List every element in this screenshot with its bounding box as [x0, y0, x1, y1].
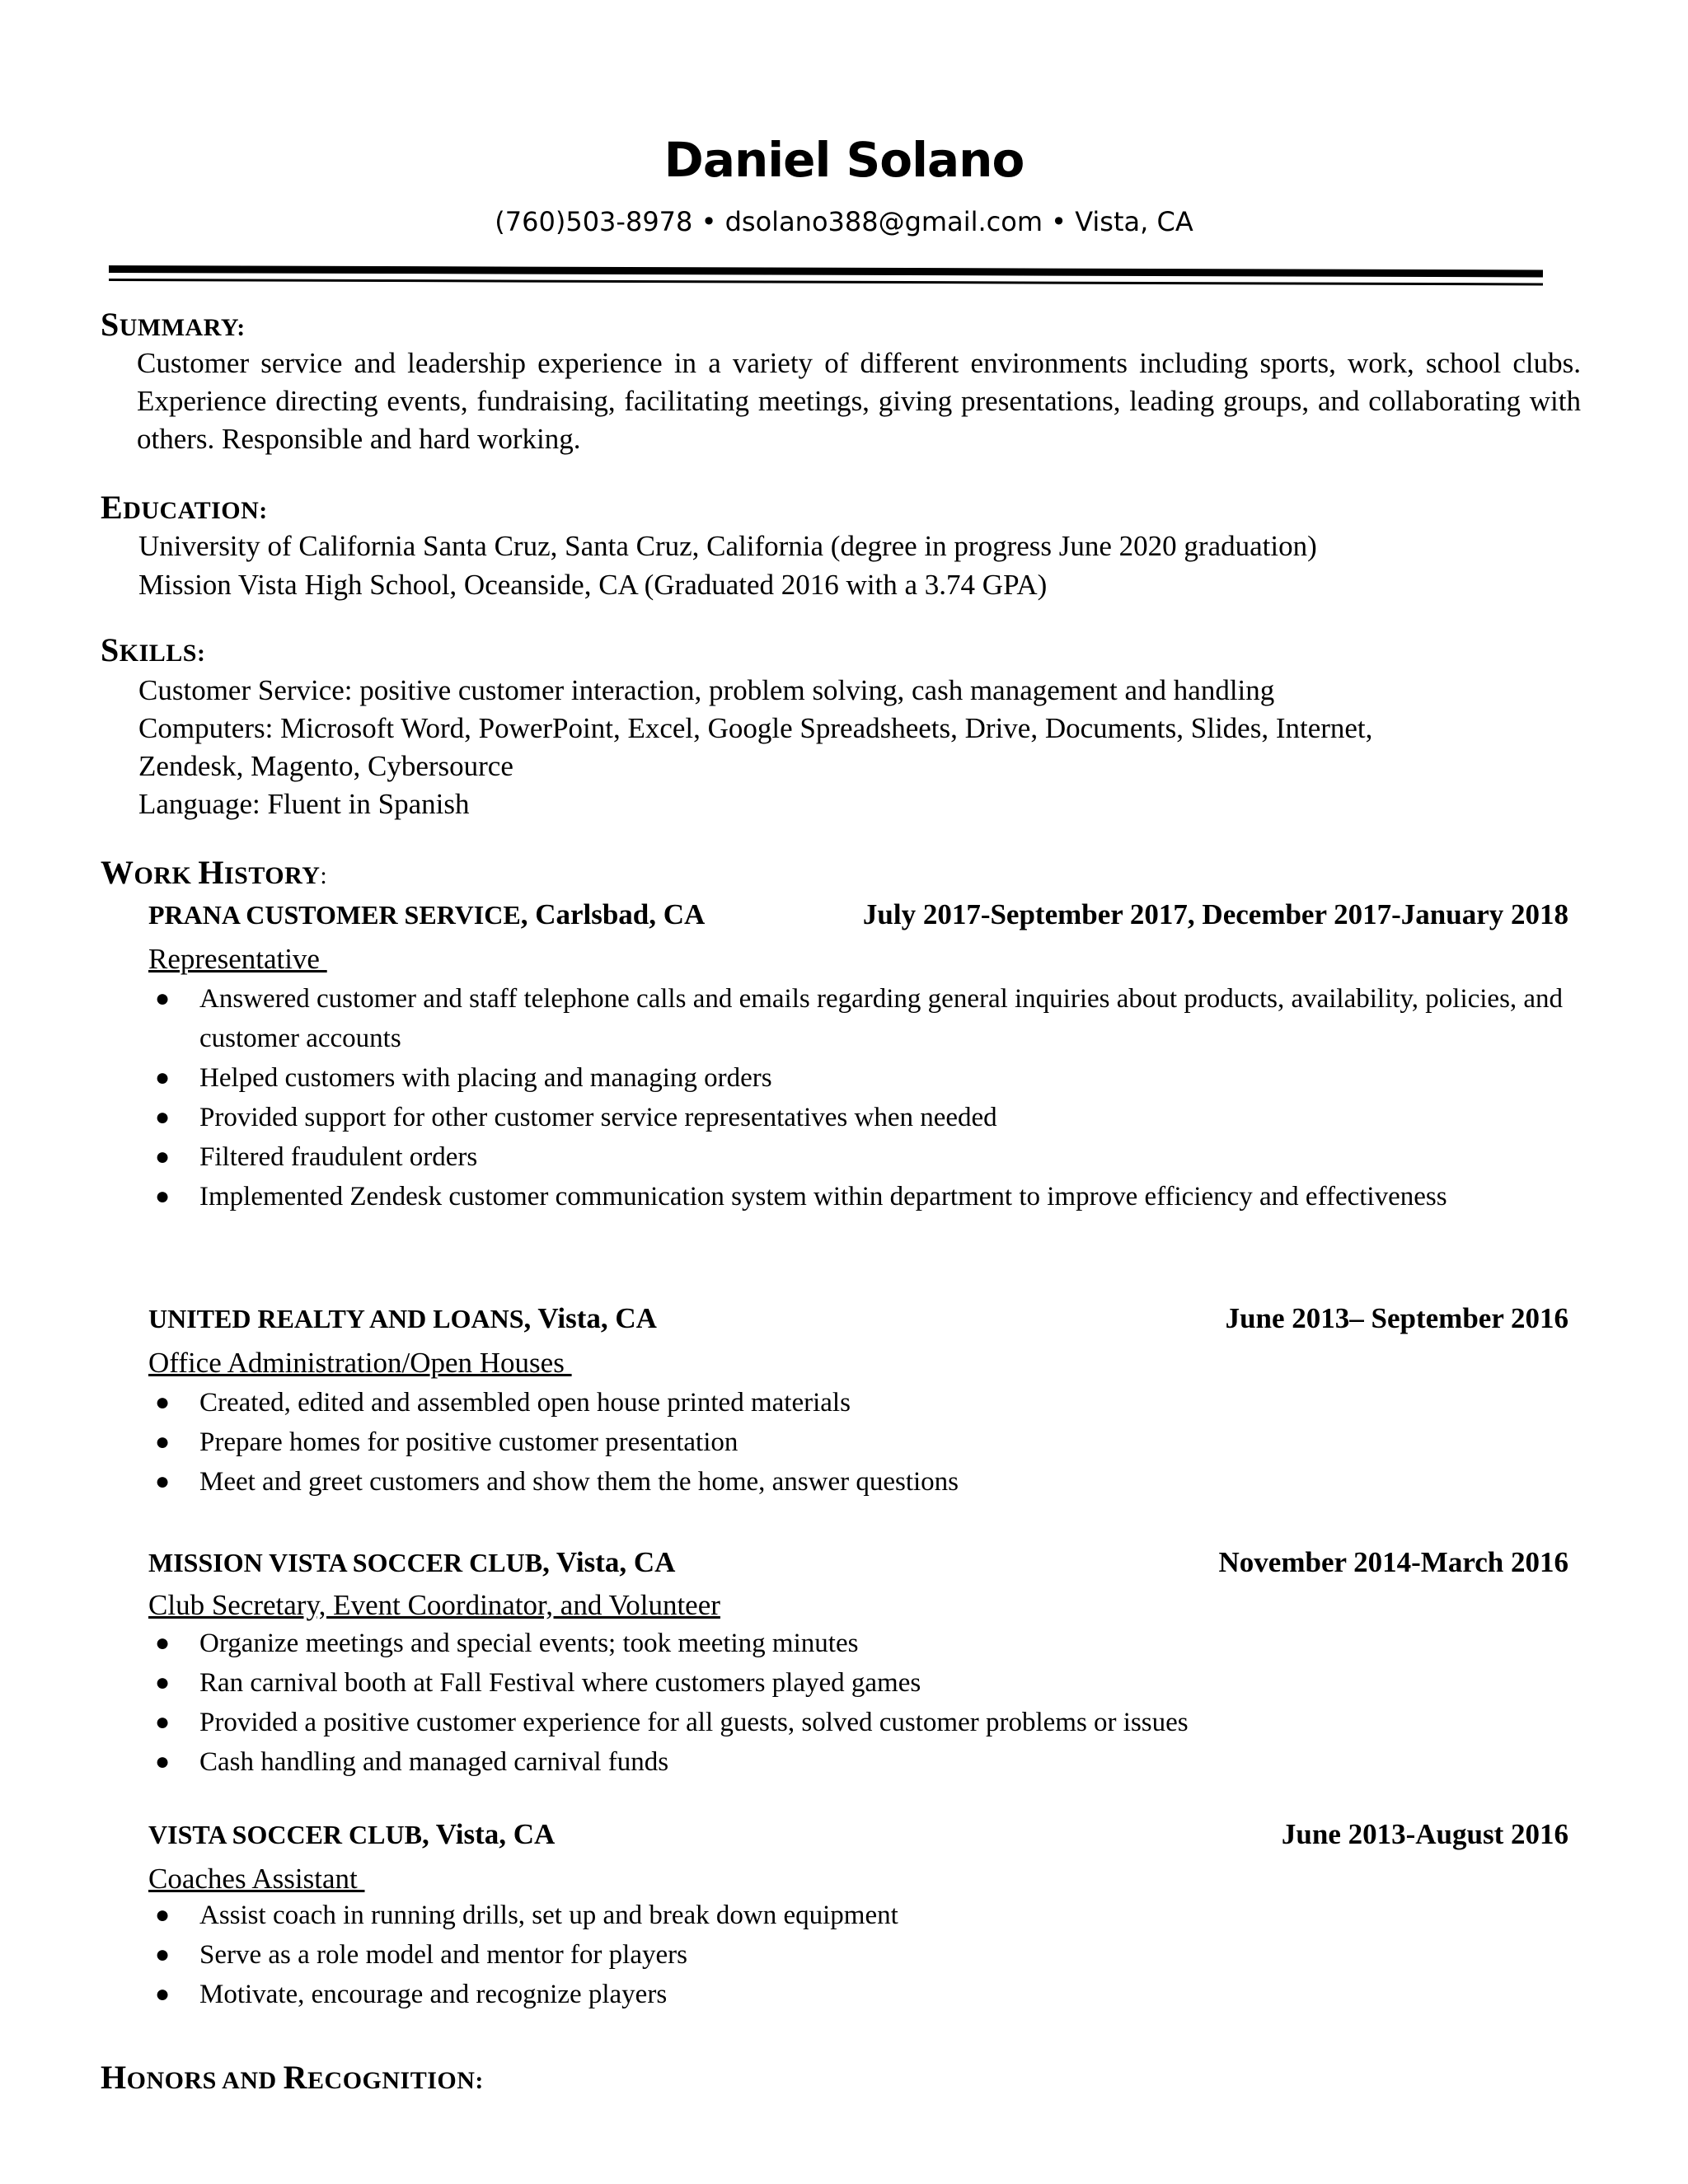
bullet-icon: ● [155, 1104, 171, 1131]
job-role: Coaches Assistant [148, 1863, 365, 1895]
skills-line: Customer Service: positive customer interaction, problem solving, cash management and handling [138, 674, 1275, 706]
list-item: ● Created, edited and assembled open house printed materials [148, 1383, 1566, 1422]
header-rule-thin [109, 279, 1543, 285]
candidate-name: Daniel Solano [663, 132, 1025, 188]
job-header [148, 898, 1568, 931]
bullet-icon: ● [155, 1901, 171, 1929]
job-date: July 2017-September 2017, December 2017-January 2018 [862, 898, 1568, 930]
job-header [148, 1546, 1568, 1579]
bullet-icon: ● [155, 1468, 171, 1495]
bullet-icon: ● [155, 1629, 171, 1657]
bullet-icon: ● [155, 1748, 171, 1775]
bullet-icon: ● [155, 1941, 171, 1968]
job-date: June 2013-August 2016 [1281, 1818, 1568, 1850]
skills-line: Language: Fluent in Spanish [138, 788, 470, 820]
bullet-icon: ● [155, 1980, 171, 2008]
summary-heading: SUMMARY: [101, 306, 246, 343]
list-item: ● Answered customer and staff telephone calls and emails regarding general inquiries about products, availability, policies, and customer accounts [148, 979, 1566, 1058]
list-item: ● Organize meetings and special events; took meeting minutes [148, 1624, 1566, 1663]
list-item: ● Cash handling and managed carnival funds [148, 1742, 1566, 1782]
header-rule-thick [109, 265, 1543, 277]
list-item: ● Helped customers with placing and managing orders [148, 1058, 1566, 1098]
job-organization: PRANA CUSTOMER SERVICE [148, 900, 521, 930]
job-bullets [148, 1896, 1566, 2014]
skills-line: Zendesk, Magento, Cybersource [138, 750, 513, 782]
skills-line: Computers: Microsoft Word, PowerPoint, Excel, Google Spreadsheets, Drive, Documents, Slides, Internet, [138, 712, 1373, 744]
bullet-icon: ● [155, 1708, 171, 1736]
job-date: June 2013– September 2016 [1225, 1302, 1568, 1334]
list-item: ● Implemented Zendesk customer communication system within department to improve efficiency and effectiveness [148, 1177, 1566, 1216]
skills-heading: SKILLS: [101, 631, 206, 668]
job-header [148, 1302, 1568, 1335]
job-role: Club Secretary, Event Coordinator, and Volunteer [148, 1589, 720, 1621]
job-role: Office Administration/Open Houses [148, 1347, 572, 1379]
job-header [148, 1818, 1568, 1851]
job-bullets [148, 979, 1566, 1216]
bullet-icon: ● [155, 1183, 171, 1210]
bullet-icon: ● [155, 1428, 171, 1455]
list-item: ● Serve as a role model and mentor for players [148, 1935, 1566, 1975]
job-organization: VISTA SOCCER CLUB [148, 1820, 422, 1849]
job-bullets [148, 1383, 1566, 1502]
bullet-icon: ● [155, 985, 171, 1012]
list-item: ● Motivate, encourage and recognize players [148, 1975, 1566, 2014]
job-organization: UNITED REALTY AND LOANS [148, 1304, 524, 1333]
job-location: , Vista, CA [542, 1546, 676, 1578]
list-item: ● Ran carnival booth at Fall Festival where customers played games [148, 1663, 1566, 1703]
job-location: , Carlsbad, CA [520, 898, 706, 930]
list-item: ● Prepare homes for positive customer presentation [148, 1422, 1566, 1462]
list-item: ● Provided a positive customer experience for all guests, solved customer problems or issues [148, 1703, 1566, 1742]
education-heading: EDUCATION: [101, 489, 268, 526]
bullet-icon: ● [155, 1064, 171, 1091]
list-item: ● Provided support for other customer service representatives when needed [148, 1098, 1566, 1137]
job-organization: MISSION VISTA SOCCER CLUB [148, 1548, 543, 1577]
bullet-icon: ● [155, 1669, 171, 1696]
education-line: Mission Vista High School, Oceanside, CA (Graduated 2016 with a 3.74 GPA) [138, 569, 1048, 601]
list-item: ● Assist coach in running drills, set up and break down equipment [148, 1896, 1566, 1935]
bullet-icon: ● [155, 1143, 171, 1170]
bullet-icon: ● [155, 1389, 171, 1416]
education-line: University of California Santa Cruz, Santa Cruz, California (degree in progress June 2020 graduation) [138, 530, 1317, 562]
honors-heading: HONORS AND RECOGNITION: [101, 2059, 484, 2096]
summary-text: Customer service and leadership experience in a variety of different environments including sports, work, school clubs. Experience directing events, fundraising, facilitating meetings, giving presentations, leading groups, and collaborating with others. Responsible and hard working. [137, 347, 1581, 455]
list-item: ● Meet and greet customers and show them the home, answer questions [148, 1462, 1566, 1502]
work-history-heading: WORK HISTORY: [101, 854, 328, 891]
job-location: , Vista, CA [421, 1818, 556, 1850]
job-location: , Vista, CA [523, 1302, 657, 1334]
job-date: November 2014-March 2016 [1218, 1546, 1568, 1578]
job-role: Representative [148, 943, 327, 975]
list-item: ● Filtered fraudulent orders [148, 1137, 1566, 1177]
contact-line: (760)503-8978 • dsolano388@gmail.com • Vista, CA [495, 206, 1193, 237]
job-bullets [148, 1624, 1566, 1782]
